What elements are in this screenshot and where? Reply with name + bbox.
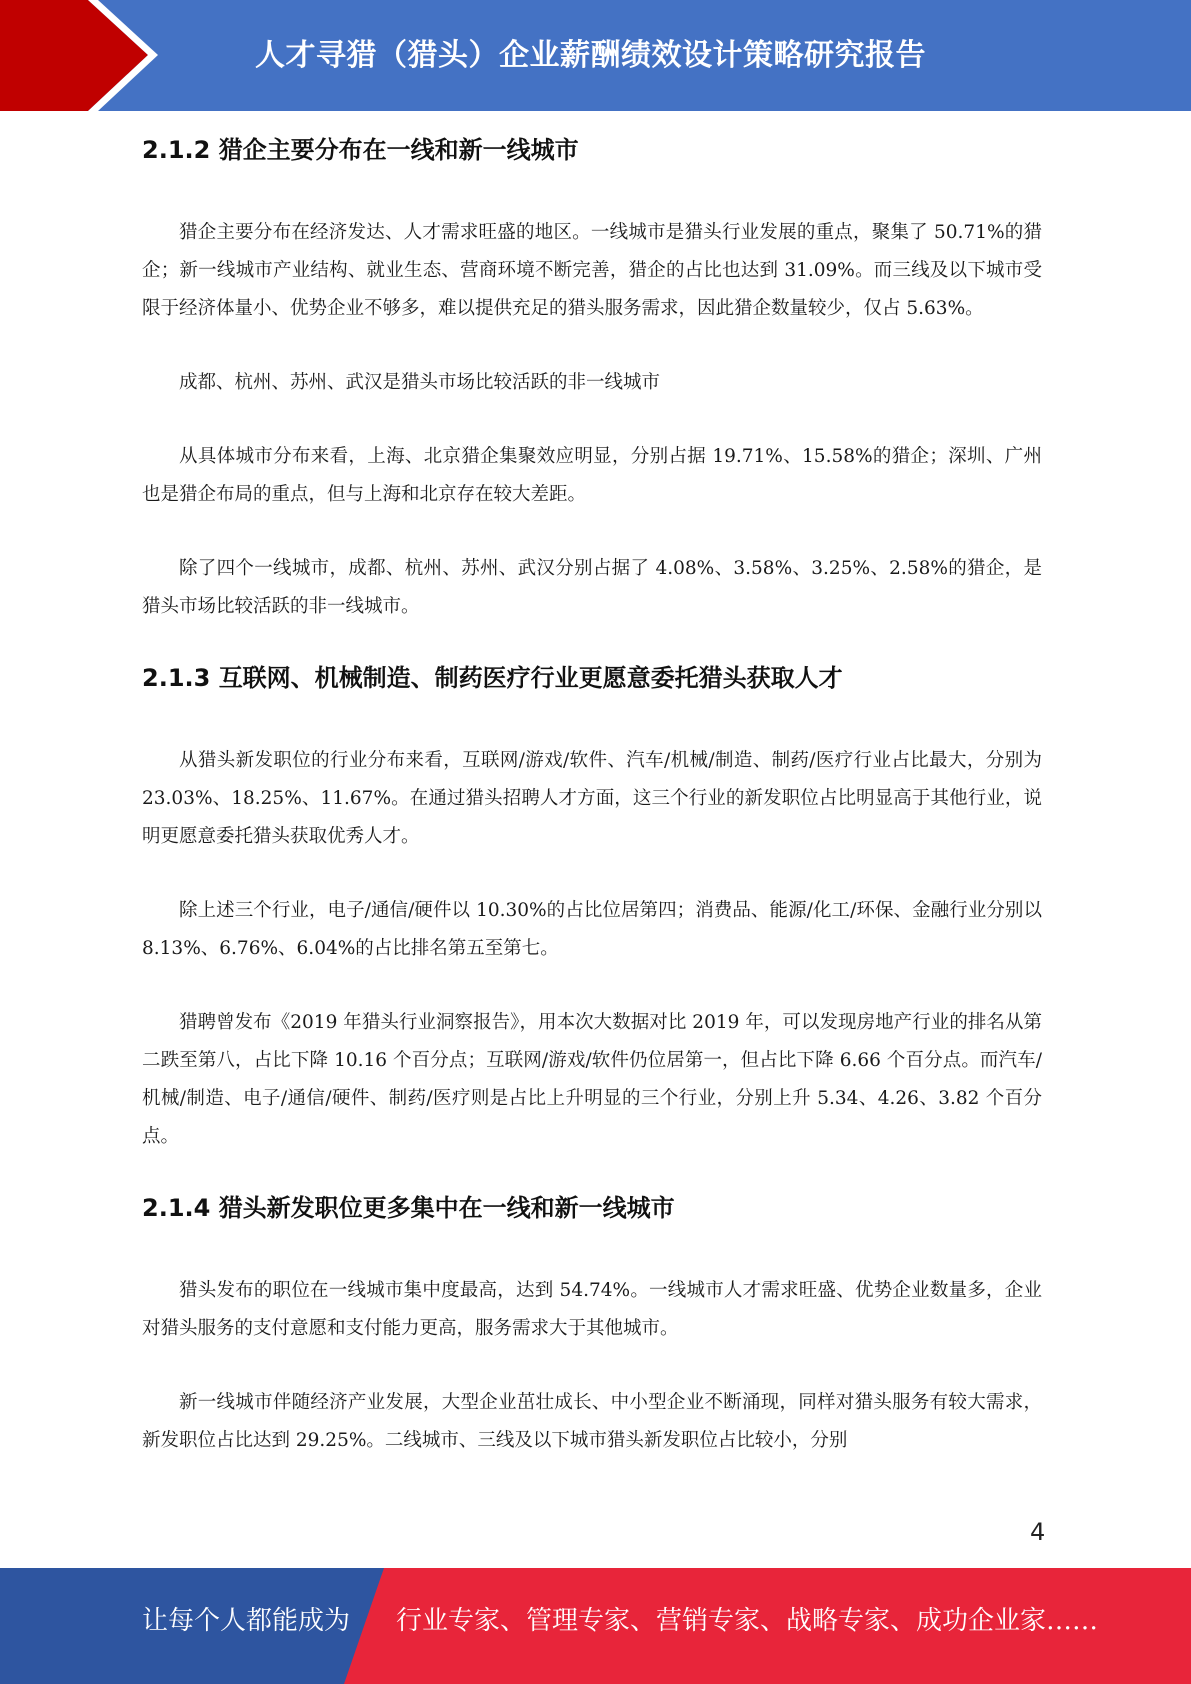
paragraph: 猎企主要分布在经济发达、人才需求旺盛的地区。一线城市是猎头行业发展的重点，聚集了 50.71%的猎企；新一线城市产业结构、就业生态、营商环境不断完善，猎企的占比也达到 31.09%。而三线及以下城市受限于经济体量小、优势企业不够多，难以提供充足的猎头服务需求，因此猎企数量较少，仅占 5.63%。	[142, 222, 1042, 319]
page-number: 4	[1030, 1518, 1046, 1546]
paragraph: 猎聘曾发布《2019 年猎头行业洞察报告》，用本次大数据对比 2019 年，可以发现房地产行业的排名从第二跌至第八，占比下降 10.16 个百分点；互联网/游戏/软件仍位居第一，但占比下降 6.66 个百分点。而汽车/机械/制造、电子/通信/硬件、制药/医疗则是占比上升明显的三个行业，分别上升 5.34、4.26、3.82 个百分点。	[142, 1012, 1042, 1147]
paragraph: 从具体城市分布来看，上海、北京猎企集聚效应明显，分别占据 19.71%、15.58%的猎企；深圳、广州也是猎企布局的重点，但与上海和北京存在较大差距。	[142, 446, 1042, 505]
section-heading-2-1-2: 2.1.2 猎企主要分布在一线和新一线城市	[142, 136, 579, 164]
footer-slogan-left: 让每个人都能成为	[142, 1606, 351, 1636]
paragraph: 除上述三个行业，电子/通信/硬件以 10.30%的占比位居第四；消费品、能源/化工/环保、金融行业分别以 8.13%、6.76%、6.04%的占比排名第五至第七。	[142, 900, 1042, 959]
document-title: 人才寻猎（猎头）企业薪酬绩效设计策略研究报告	[255, 38, 926, 73]
paragraph: 猎头发布的职位在一线城市集中度最高，达到 54.74%。一线城市人才需求旺盛、优势企业数量多，企业对猎头服务的支付意愿和支付能力更高，服务需求大于其他城市。	[142, 1280, 1042, 1339]
section-heading-2-1-3: 2.1.3 互联网、机械制造、制药医疗行业更愿意委托猎头获取人才	[142, 664, 843, 692]
main-content	[142, 128, 1042, 1460]
page-footer	[0, 1568, 1191, 1684]
paragraph: 除了四个一线城市，成都、杭州、苏州、武汉分别占据了 4.08%、3.58%、3.25%、2.58%的猎企，是猎头市场比较活跃的非一线城市。	[142, 558, 1042, 617]
paragraph: 新一线城市伴随经济产业发展，大型企业茁壮成长、中小型企业不断涌现，同样对猎头服务有较大需求，新发职位占比达到 29.25%。二线城市、三线及以下城市猎头新发职位占比较小，分别	[142, 1392, 1042, 1451]
footer-slogan-right: 行业专家、管理专家、营销专家、战略专家、成功企业家……	[396, 1606, 1099, 1636]
page-header	[0, 0, 1191, 111]
paragraph: 成都、杭州、苏州、武汉是猎头市场比较活跃的非一线城市	[179, 372, 661, 393]
section-heading-2-1-4: 2.1.4 猎头新发职位更多集中在一线和新一线城市	[142, 1194, 675, 1222]
paragraph: 从猎头新发职位的行业分布来看，互联网/游戏/软件、汽车/机械/制造、制药/医疗行业占比最大，分别为 23.03%、18.25%、11.67%。在通过猎头招聘人才方面，这三个行业的新发职位占比明显高于其他行业，说明更愿意委托猎头获取优秀人才。	[142, 750, 1042, 847]
